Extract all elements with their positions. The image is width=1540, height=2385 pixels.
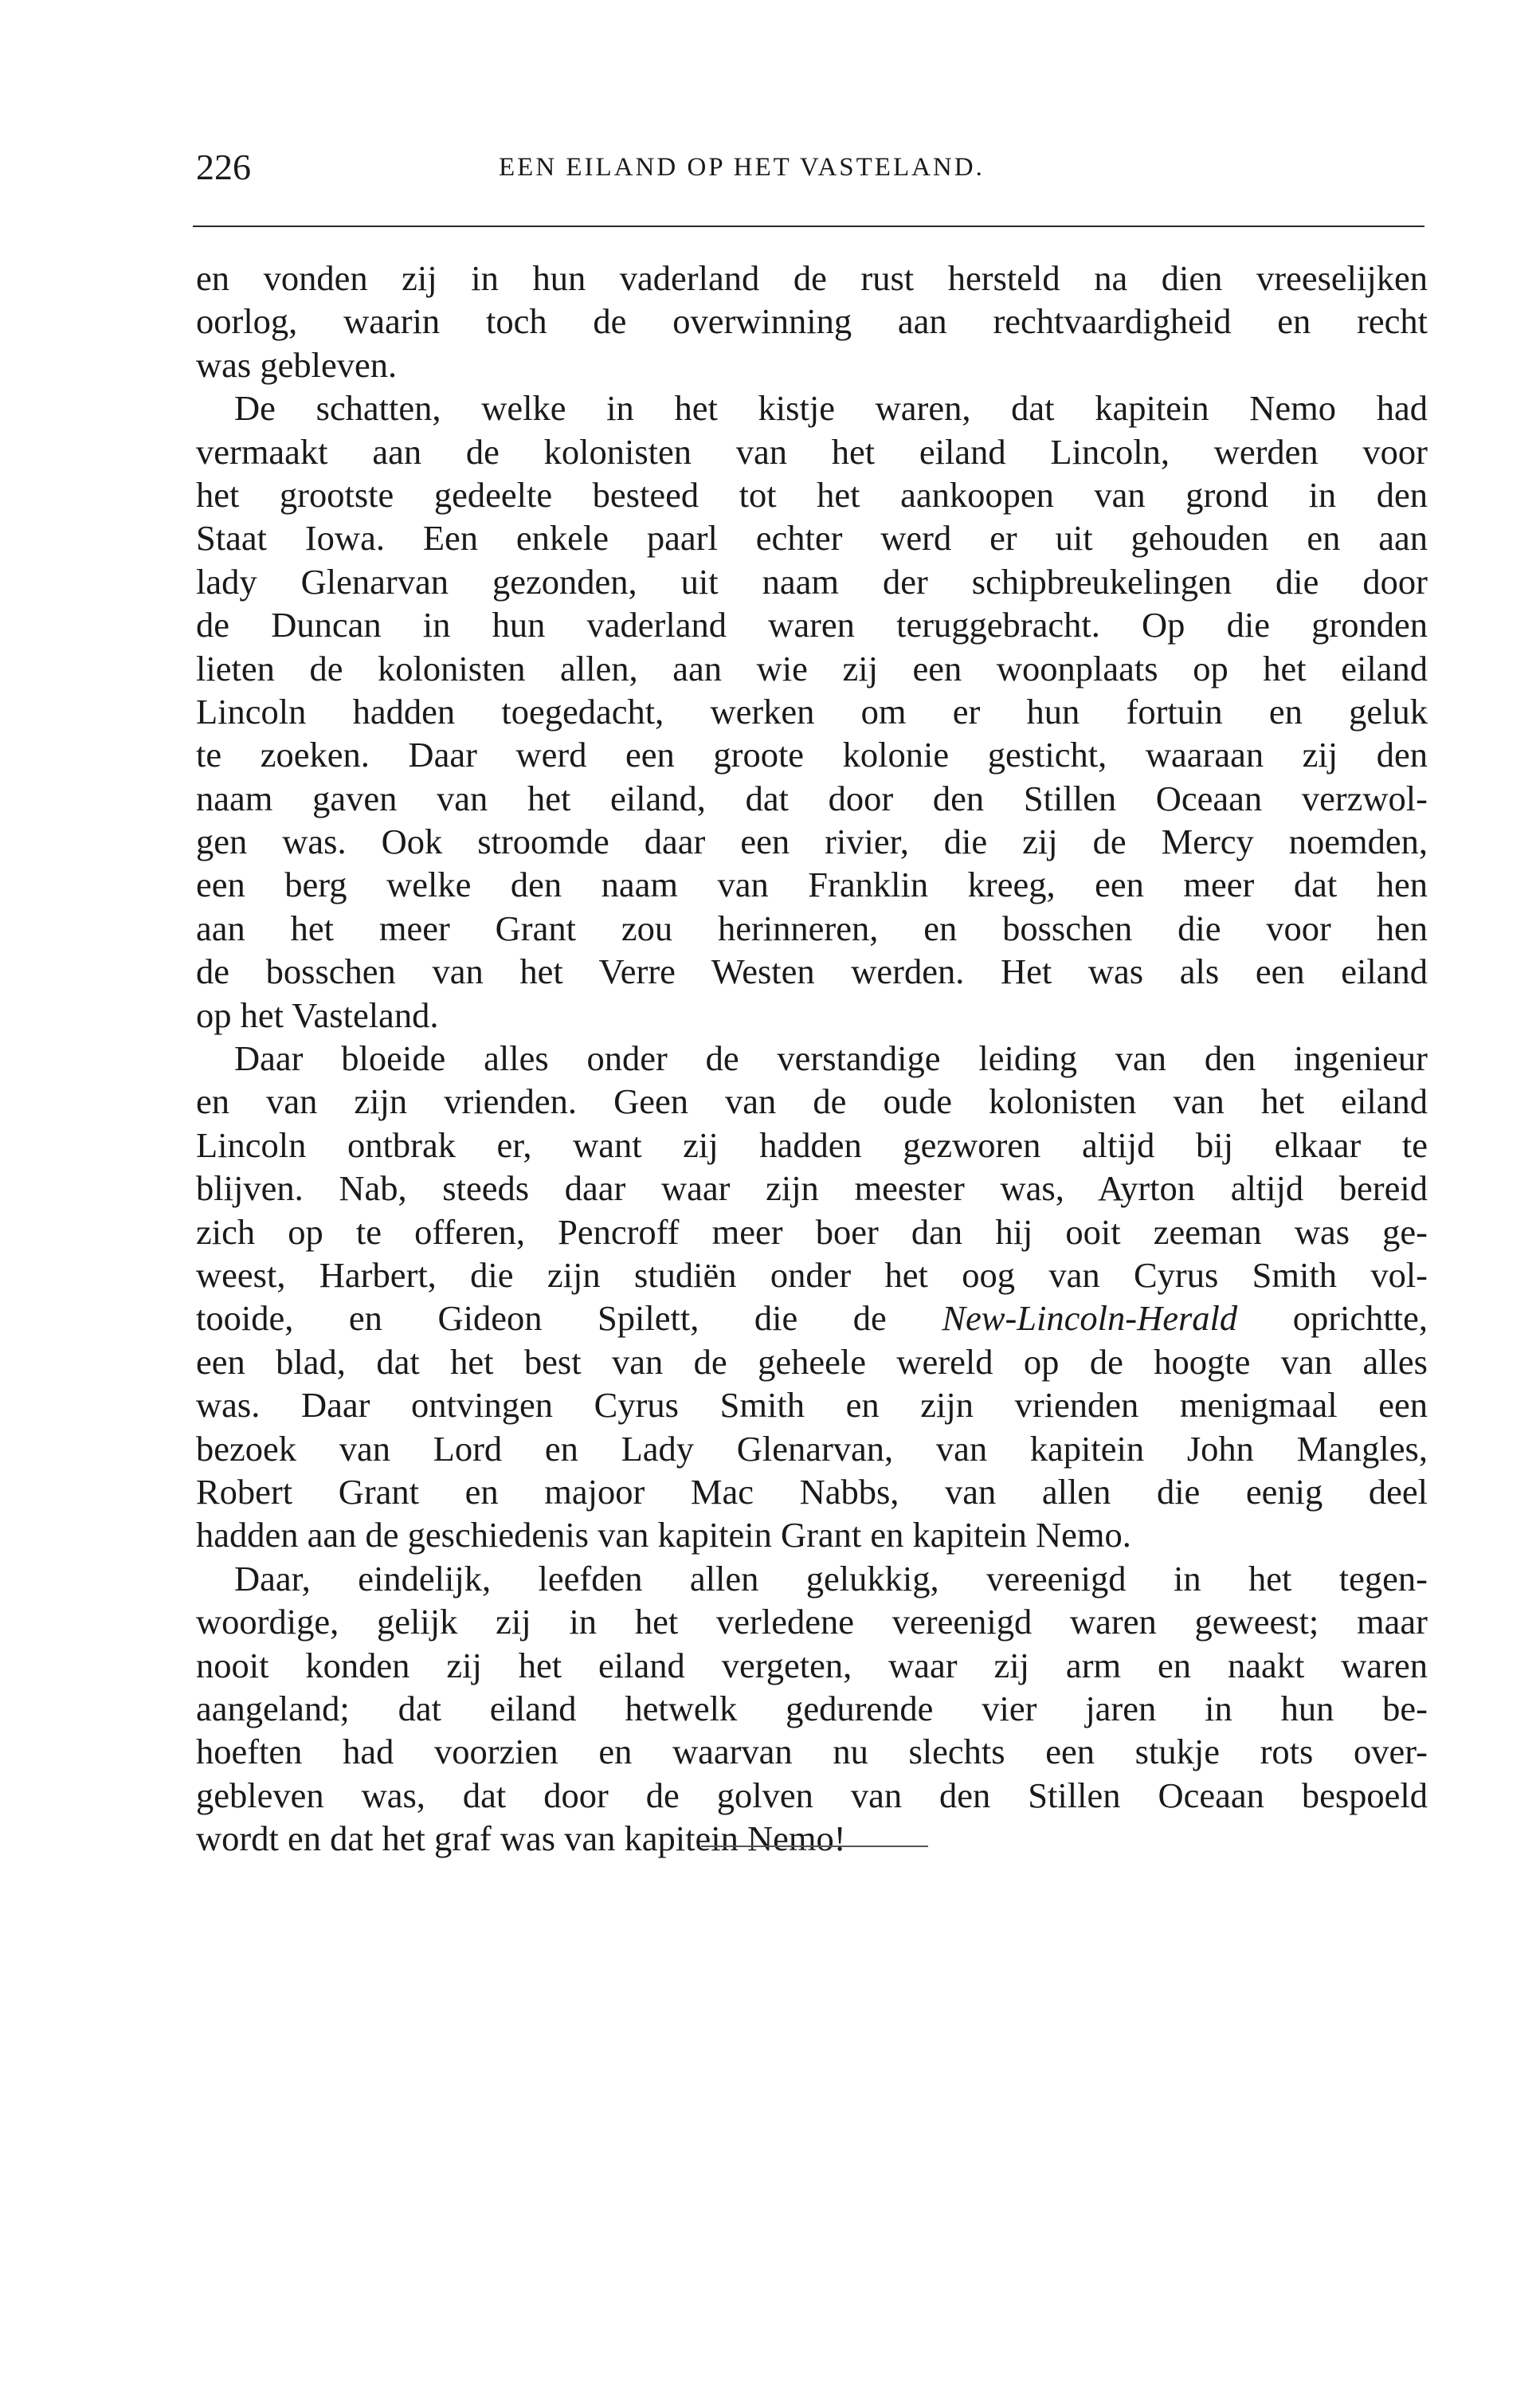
text-line: naam gaven van het eiland, dat door den Stillen Oceaan verzwol-: [196, 778, 1428, 818]
text-line: blijven. Nab, steeds daar waar zijn meester was, Ayrton altijd bereid: [196, 1168, 1428, 1209]
text-line: wordt en dat het graf was van kapitein Nemo!: [196, 1818, 846, 1859]
text-line: hoeften had voorzien en waarvan nu slechts een stukje rots over-: [196, 1732, 1428, 1772]
text-line: Robert Grant en majoor Mac Nabbs, van allen die eenig deel: [196, 1471, 1428, 1512]
text-line: weest, Harbert, die zijn studiën onder het oog van Cyrus Smith vol-: [196, 1254, 1428, 1295]
text-segment: tooide, en Gideon Spilett, die de: [196, 1298, 887, 1339]
text-line: Lincoln hadden toegedacht, werken om er hun fortuin en geluk: [196, 691, 1428, 732]
text-line: op het Vasteland.: [196, 994, 439, 1035]
text-line: de bosschen van het Verre Westen werden. Het was als een eiland: [196, 951, 1428, 992]
text-line: lady Glenarvan gezonden, uit naam der schipbreukelingen die door: [196, 561, 1428, 602]
text-line: te zoeken. Daar werd een groote kolonie gesticht, waaraan zij den: [196, 735, 1428, 775]
running-title: EEN EILAND OP HET VASTELAND.: [499, 153, 985, 182]
text-line: woordige, gelijk zij in het verledene vereenigd waren geweest; maar: [196, 1602, 1428, 1642]
text-line: vermaakt aan de kolonisten van het eiland Lincoln, werden voor: [196, 431, 1428, 472]
text-line: aan het meer Grant zou herinneren, en bosschen die voor hen: [196, 908, 1428, 948]
text-line: hadden aan de geschiedenis van kapitein Grant en kapitein Nemo.: [196, 1515, 1131, 1555]
text-line: bezoek van Lord en Lady Glenarvan, van kapitein John Mangles,: [196, 1428, 1428, 1469]
text-segment: oprichtte,: [1292, 1298, 1428, 1339]
text-line: Lincoln ontbrak er, want zij hadden gezworen altijd bij elkaar te: [196, 1124, 1428, 1165]
text-line-with-italic-title: [196, 1296, 1428, 1340]
body-text: [196, 257, 1428, 1860]
paragraph-start-line: Daar bloeide alles onder de verstandige leiding van den ingenieur: [234, 1038, 1428, 1079]
text-line: was. Daar ontvingen Cyrus Smith en zijn vrienden menigmaal een: [196, 1385, 1428, 1426]
text-line: een berg welke den naam van Franklin kreeg, een meer dat hen: [196, 865, 1428, 905]
page-number: 226: [196, 147, 251, 187]
text-line: en vonden zij in hun vaderland de rust hersteld na dien vreeselijken: [196, 258, 1428, 298]
text-line: de Duncan in hun vaderland waren teruggebracht. Op die gronden: [196, 605, 1428, 645]
text-line: zich op te offeren, Pencroff meer boer dan hij ooit zeeman was ge-: [196, 1211, 1428, 1252]
paragraph-start-line: Daar, eindelijk, leefden allen gelukkig, vereenigd in het tegen-: [234, 1558, 1428, 1598]
text-line: gen was. Ook stroomde daar een rivier, die zij de Mercy noemden,: [196, 822, 1428, 862]
italic-newspaper-title: New-Lincoln-Herald: [942, 1298, 1238, 1339]
text-line: oorlog, waarin toch de overwinning aan rechtvaardigheid en recht: [196, 301, 1428, 342]
text-line: was gebleven.: [196, 344, 398, 385]
paragraph-start-line: De schatten, welke in het kistje waren, dat kapitein Nemo had: [234, 388, 1428, 429]
running-head: [196, 143, 1423, 191]
end-rule: [701, 1846, 928, 1847]
text-line: nooit konden zij het eiland vergeten, waar zij arm en naakt waren: [196, 1645, 1428, 1685]
text-line: aangeland; dat eiland hetwelk gedurende vier jaren in hun be-: [196, 1688, 1428, 1728]
text-line: en van zijn vrienden. Geen van de oude kolonisten van het eiland: [196, 1081, 1428, 1122]
header-rule: [193, 226, 1424, 227]
text-line: lieten de kolonisten allen, aan wie zij een woonplaats op het eiland: [196, 648, 1428, 688]
text-line: een blad, dat het best van de geheele wereld op de hoogte van alles: [196, 1341, 1428, 1382]
text-line: het grootste gedeelte besteed tot het aankoopen van grond in den: [196, 474, 1428, 515]
text-line: gebleven was, dat door de golven van den Stillen Oceaan bespoeld: [196, 1775, 1428, 1815]
text-line: Staat Iowa. Een enkele paarl echter werd er uit gehouden en aan: [196, 518, 1428, 559]
